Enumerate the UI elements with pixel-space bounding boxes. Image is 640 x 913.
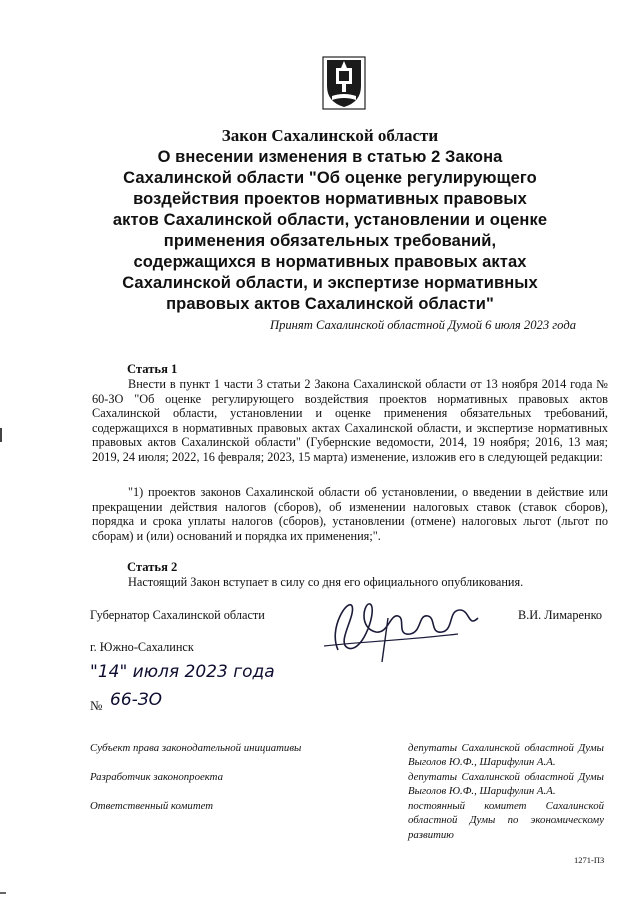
- law-title: [70, 125, 590, 315]
- title-line: актов Сахалинской области, установлении и оценке: [112, 211, 548, 229]
- article-2-heading: Статья 2: [127, 560, 178, 574]
- margin-mark: [0, 428, 2, 442]
- signature-icon: [318, 588, 488, 668]
- article-1-quote: "1) проектов законов Сахалинской области об установлении, о введении в действие или прекращении действия налогов (сборов), об изменении налоговых ставок (ставок сборов), порядка и срока уплаты налогов (сборов), установлении (отмене) налоговых льгот (льгот по сборам) и (или) оснований и порядка их применения;".: [92, 485, 608, 543]
- footer-value: депутаты Сахалинской областной Думы Выголов Ю.Ф., Шарифулин А.А.: [408, 742, 604, 769]
- document-code: 1271-ПЗ: [574, 855, 605, 865]
- handwritten-number: 66-ЗО: [110, 690, 163, 710]
- article-2-text: Настоящий Закон вступает в силу со дня его официального опубликования.: [128, 575, 524, 589]
- title-line: Сахалинской области "Об оценке регулирующего: [123, 169, 537, 187]
- footer-value: депутаты Сахалинской областной Думы Выголов Ю.Ф., Шарифулин А.А.: [408, 771, 604, 798]
- governor-name: В.И. Лимаренко: [518, 608, 603, 622]
- title-line: Сахалинской области, и экспертизе нормативных: [122, 274, 538, 292]
- title-line-1: Закон Сахалинской области: [221, 126, 439, 145]
- adoption-note: Принят Сахалинской областной Думой 6 июля 2023 года: [269, 318, 576, 332]
- footer-label: Субъект права законодательной инициативы: [90, 742, 302, 754]
- article-1-heading: Статья 1: [127, 362, 178, 376]
- title-line: применения обязательных требований,: [163, 232, 497, 250]
- title-line: О внесении изменения в статью 2 Закона: [157, 148, 503, 166]
- number-prefix: №: [90, 698, 103, 713]
- footer-label: Разработчик законопроекта: [90, 771, 223, 783]
- edge-mark: [0, 892, 6, 894]
- footer-label: Ответственный комитет: [90, 800, 214, 812]
- coat-of-arms-icon: [322, 56, 366, 110]
- footer-value: постоянный комитет Сахалинской областной Думы по экономическому развитию: [408, 800, 604, 841]
- title-line: воздействия проектов нормативных правовых: [133, 190, 527, 208]
- article-1-text: Внести в пункт 1 части 3 статьи 2 Закона Сахалинской области от 13 ноября 2014 года № 60-ЗО "Об оценке регулирующего воздействия проектов нормативных правовых актов Сахалинской области, установлении и оценке применения обязательных требований, содержащихся в нормативных правовых актах Сахалинской области, и экспертизе нормативных правовых актов Сахалинской области" (Губернские ведомости, 2014, 19 ноября; 2016, 13 мая; 2019, 24 июля; 2022, 16 февраля; 2023, 15 марта) изменение, изложив его в следующей редакции:: [92, 377, 608, 464]
- title-line: содержащихся в нормативных правовых актах: [133, 253, 527, 271]
- title-line: правовых актов Сахалинской области": [166, 295, 494, 313]
- city: г. Южно-Сахалинск: [90, 640, 194, 654]
- handwritten-date: "14" июля 2023 года: [90, 662, 275, 682]
- governor-position: Губернатор Сахалинской области: [90, 608, 265, 622]
